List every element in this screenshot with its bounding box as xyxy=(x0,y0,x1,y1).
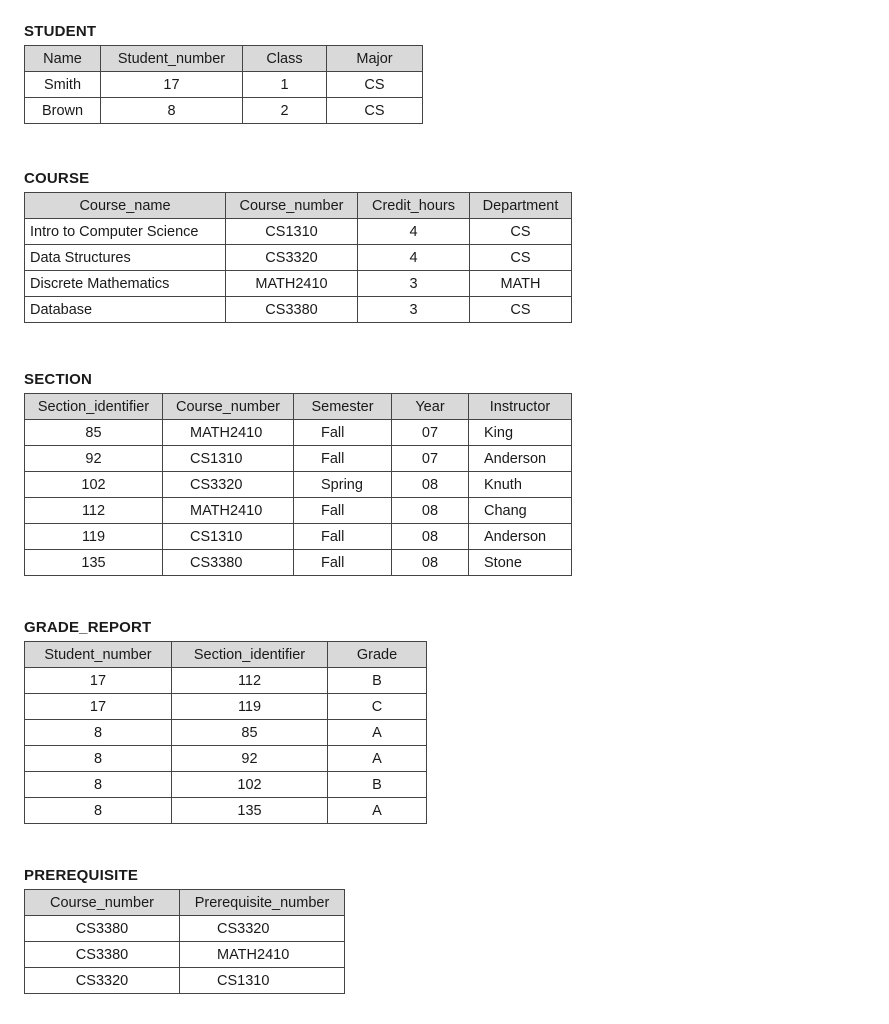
table-cell: Brown xyxy=(25,98,101,124)
table-row xyxy=(25,219,572,245)
table-row xyxy=(25,720,427,746)
table-cell: 08 xyxy=(392,524,469,550)
grade-report-relation xyxy=(24,620,427,824)
table-cell: CS1310 xyxy=(163,446,294,472)
table-row xyxy=(25,245,572,271)
column-header: Instructor xyxy=(469,394,572,420)
table-cell: 17 xyxy=(25,694,172,720)
column-header: Class xyxy=(243,46,327,72)
table-cell: 1 xyxy=(243,72,327,98)
table-cell: 102 xyxy=(25,472,163,498)
table-cell: 17 xyxy=(101,72,243,98)
section-relation xyxy=(24,372,572,576)
column-header: Student_number xyxy=(101,46,243,72)
table-row xyxy=(25,942,345,968)
column-header: Prerequisite_number xyxy=(180,890,345,916)
table-cell: B xyxy=(328,772,427,798)
relation-title: GRADE_REPORT xyxy=(24,619,152,636)
column-header: Grade xyxy=(328,642,427,668)
table-cell: King xyxy=(469,420,572,446)
table-cell: 119 xyxy=(172,694,328,720)
section-table xyxy=(24,393,572,576)
table-cell: CS3380 xyxy=(25,916,180,942)
table-cell: 07 xyxy=(392,420,469,446)
relation-title: COURSE xyxy=(24,170,90,187)
table-row xyxy=(25,550,572,576)
table-cell: 8 xyxy=(25,746,172,772)
table-cell: 102 xyxy=(172,772,328,798)
table-cell: CS xyxy=(470,297,572,323)
table-cell: 08 xyxy=(392,472,469,498)
course-relation xyxy=(24,171,572,323)
table-cell: CS1310 xyxy=(180,968,345,994)
table-cell: 3 xyxy=(358,271,470,297)
table-cell: 4 xyxy=(358,245,470,271)
table-row xyxy=(25,446,572,472)
table-cell: 4 xyxy=(358,219,470,245)
table-row xyxy=(25,472,572,498)
table-cell: 3 xyxy=(358,297,470,323)
table-cell: CS xyxy=(470,245,572,271)
header-row xyxy=(25,890,345,916)
table-cell: CS xyxy=(327,72,423,98)
column-header: Section_identifier xyxy=(172,642,328,668)
column-header: Student_number xyxy=(25,642,172,668)
header-row xyxy=(25,394,572,420)
table-cell: CS3380 xyxy=(226,297,358,323)
table-cell: 112 xyxy=(25,498,163,524)
table-row xyxy=(25,271,572,297)
table-row xyxy=(25,772,427,798)
table-cell: CS3380 xyxy=(163,550,294,576)
table-cell: 112 xyxy=(172,668,328,694)
table-cell: 85 xyxy=(172,720,328,746)
student-relation xyxy=(24,24,423,124)
table-cell: 8 xyxy=(25,720,172,746)
table-row xyxy=(25,98,423,124)
table-cell: MATH xyxy=(470,271,572,297)
table-cell: Knuth xyxy=(469,472,572,498)
table-row xyxy=(25,297,572,323)
column-header: Semester xyxy=(294,394,392,420)
table-cell: CS3320 xyxy=(25,968,180,994)
table-cell: CS3320 xyxy=(180,916,345,942)
table-cell: 07 xyxy=(392,446,469,472)
table-cell: Data Structures xyxy=(25,245,226,271)
table-cell: 8 xyxy=(25,798,172,824)
table-row xyxy=(25,420,572,446)
column-header: Year xyxy=(392,394,469,420)
table-cell: MATH2410 xyxy=(163,498,294,524)
table-cell: Fall xyxy=(294,446,392,472)
table-row xyxy=(25,668,427,694)
table-cell: C xyxy=(328,694,427,720)
column-header: Course_number xyxy=(226,193,358,219)
prerequisite-relation xyxy=(24,868,345,994)
header-row xyxy=(25,642,427,668)
table-cell: 85 xyxy=(25,420,163,446)
header-row xyxy=(25,46,423,72)
table-cell: 2 xyxy=(243,98,327,124)
grade-report-table xyxy=(24,641,427,824)
course-table xyxy=(24,192,572,323)
column-header: Name xyxy=(25,46,101,72)
relation-title: STUDENT xyxy=(24,23,97,40)
table-row xyxy=(25,916,345,942)
column-header: Major xyxy=(327,46,423,72)
relation-title: SECTION xyxy=(24,371,93,388)
table-row xyxy=(25,72,423,98)
table-row xyxy=(25,694,427,720)
table-cell: A xyxy=(328,720,427,746)
table-cell: CS3380 xyxy=(25,942,180,968)
table-cell: 92 xyxy=(25,446,163,472)
table-cell: Chang xyxy=(469,498,572,524)
table-cell: 8 xyxy=(101,98,243,124)
table-cell: 8 xyxy=(25,772,172,798)
table-row xyxy=(25,798,427,824)
table-cell: Anderson xyxy=(469,524,572,550)
table-row xyxy=(25,524,572,550)
table-cell: Intro to Computer Science xyxy=(25,219,226,245)
column-header: Course_number xyxy=(25,890,180,916)
table-cell: CS3320 xyxy=(163,472,294,498)
header-row xyxy=(25,193,572,219)
table-cell: 08 xyxy=(392,550,469,576)
table-cell: 08 xyxy=(392,498,469,524)
table-row xyxy=(25,746,427,772)
table-cell: Discrete Mathematics xyxy=(25,271,226,297)
column-header: Section_identifier xyxy=(25,394,163,420)
table-row xyxy=(25,968,345,994)
table-cell: A xyxy=(328,798,427,824)
table-cell: MATH2410 xyxy=(226,271,358,297)
table-row xyxy=(25,498,572,524)
table-cell: MATH2410 xyxy=(180,942,345,968)
student-table xyxy=(24,45,423,124)
table-cell: 119 xyxy=(25,524,163,550)
table-cell: CS1310 xyxy=(163,524,294,550)
table-cell: Stone xyxy=(469,550,572,576)
table-cell: 92 xyxy=(172,746,328,772)
table-cell: MATH2410 xyxy=(163,420,294,446)
table-cell: CS xyxy=(327,98,423,124)
table-cell: 135 xyxy=(25,550,163,576)
column-header: Department xyxy=(470,193,572,219)
table-cell: Anderson xyxy=(469,446,572,472)
relation-title: PREREQUISITE xyxy=(24,867,139,884)
table-cell: Spring xyxy=(294,472,392,498)
table-cell: Smith xyxy=(25,72,101,98)
table-cell: Fall xyxy=(294,420,392,446)
table-cell: 135 xyxy=(172,798,328,824)
prerequisite-table xyxy=(24,889,345,994)
column-header: Course_name xyxy=(25,193,226,219)
column-header: Credit_hours xyxy=(358,193,470,219)
table-cell: CS xyxy=(470,219,572,245)
table-cell: CS1310 xyxy=(226,219,358,245)
table-cell: CS3320 xyxy=(226,245,358,271)
table-cell: A xyxy=(328,746,427,772)
table-cell: Fall xyxy=(294,524,392,550)
table-cell: Fall xyxy=(294,498,392,524)
table-cell: Database xyxy=(25,297,226,323)
column-header: Course_number xyxy=(163,394,294,420)
table-cell: B xyxy=(328,668,427,694)
table-cell: Fall xyxy=(294,550,392,576)
table-cell: 17 xyxy=(25,668,172,694)
